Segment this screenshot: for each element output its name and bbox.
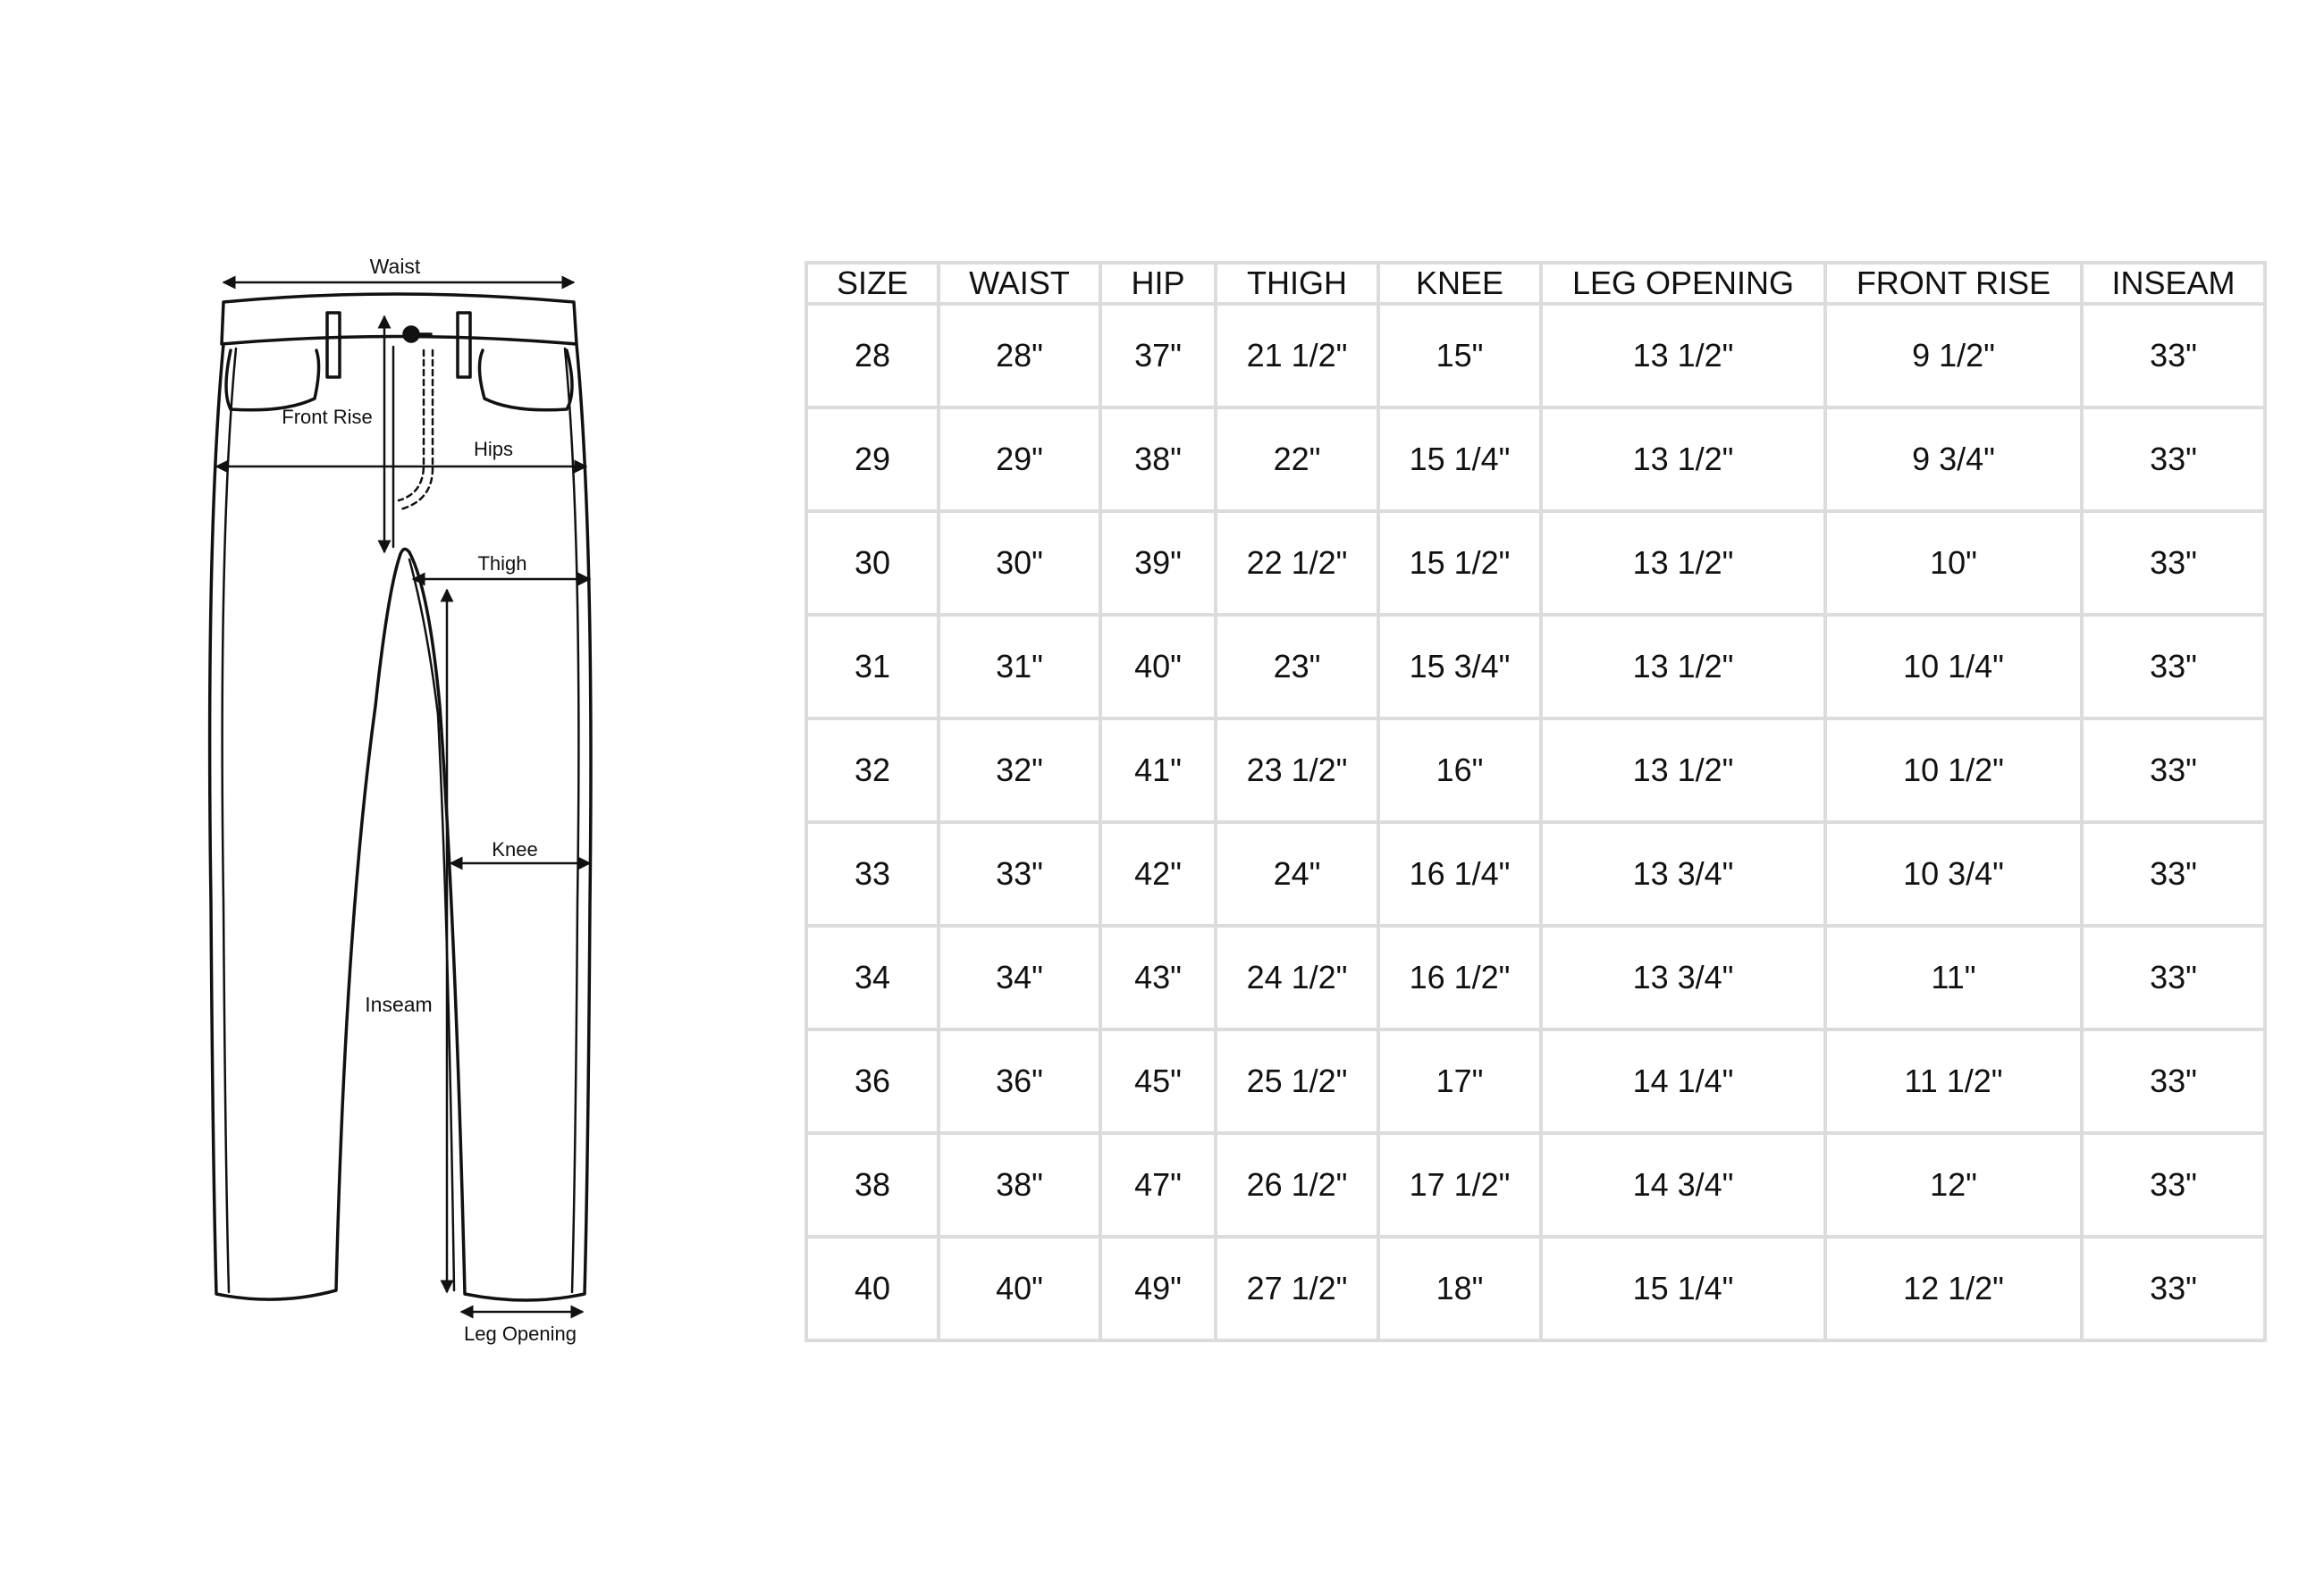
table-cell: 9 3/4" xyxy=(1825,407,2082,511)
label-inseam: Inseam xyxy=(365,993,433,1016)
table-cell: 17 1/2" xyxy=(1378,1133,1541,1237)
table-cell: 33" xyxy=(2082,1133,2265,1237)
table-cell: 9 1/2" xyxy=(1825,304,2082,407)
table-cell: 27 1/2" xyxy=(1216,1237,1378,1340)
table-cell: 13 1/2" xyxy=(1541,304,1825,407)
header-thigh: THIGH xyxy=(1216,263,1378,304)
table-row xyxy=(806,1029,2265,1133)
size-chart-table xyxy=(804,261,2267,1342)
table-cell: 22" xyxy=(1216,407,1378,511)
table-cell: 33" xyxy=(2082,1029,2265,1133)
table-cell: 33" xyxy=(2082,1237,2265,1340)
table-cell: 14 3/4" xyxy=(1541,1133,1825,1237)
table-cell: 43" xyxy=(1100,926,1216,1029)
table-cell: 10 1/2" xyxy=(1825,718,2082,822)
table-cell: 13 1/2" xyxy=(1541,511,1825,615)
header-front-rise: FRONT RISE xyxy=(1825,263,2082,304)
table-cell: 33" xyxy=(2082,822,2265,926)
table-cell: 28" xyxy=(939,304,1100,407)
table-cell: 42" xyxy=(1100,822,1216,926)
table-row xyxy=(806,304,2265,407)
header-hip: HIP xyxy=(1100,263,1216,304)
table-cell: 28 xyxy=(806,304,939,407)
table-cell: 13 1/2" xyxy=(1541,718,1825,822)
header-size: SIZE xyxy=(806,263,939,304)
table-cell: 38" xyxy=(939,1133,1100,1237)
table-cell: 23 1/2" xyxy=(1216,718,1378,822)
table-cell: 26 1/2" xyxy=(1216,1133,1378,1237)
table-cell: 10 3/4" xyxy=(1825,822,2082,926)
pants-measurement-diagram xyxy=(0,0,787,1596)
table-cell: 21 1/2" xyxy=(1216,304,1378,407)
table-cell: 33 xyxy=(806,822,939,926)
table-cell: 34 xyxy=(806,926,939,1029)
table-cell: 11" xyxy=(1825,926,2082,1029)
label-waist: Waist xyxy=(369,255,421,278)
table-row xyxy=(806,511,2265,615)
table-cell: 23" xyxy=(1216,615,1378,718)
table-header-row xyxy=(806,263,2265,304)
table-cell: 13 3/4" xyxy=(1541,822,1825,926)
label-leg-opening: Leg Opening xyxy=(464,1323,577,1345)
table-cell: 15 1/4" xyxy=(1378,407,1541,511)
table-row xyxy=(806,1237,2265,1340)
table-cell: 39" xyxy=(1100,511,1216,615)
table-cell: 12 1/2" xyxy=(1825,1237,2082,1340)
table-cell: 16 1/4" xyxy=(1378,822,1541,926)
table-cell: 37" xyxy=(1100,304,1216,407)
table-cell: 29 xyxy=(806,407,939,511)
table-cell: 15" xyxy=(1378,304,1541,407)
table-cell: 32" xyxy=(939,718,1100,822)
table-row xyxy=(806,926,2265,1029)
table-cell: 41" xyxy=(1100,718,1216,822)
table-cell: 47" xyxy=(1100,1133,1216,1237)
label-hips: Hips xyxy=(473,438,514,460)
table-cell: 31 xyxy=(806,615,939,718)
header-waist: WAIST xyxy=(939,263,1100,304)
table-cell: 16" xyxy=(1378,718,1541,822)
table-cell: 38" xyxy=(1100,407,1216,511)
header-knee: KNEE xyxy=(1378,263,1541,304)
table-cell: 45" xyxy=(1100,1029,1216,1133)
table-cell: 40" xyxy=(939,1237,1100,1340)
table-cell: 12" xyxy=(1825,1133,2082,1237)
table-cell: 49" xyxy=(1100,1237,1216,1340)
table-cell: 30 xyxy=(806,511,939,615)
table-cell: 11 1/2" xyxy=(1825,1029,2082,1133)
label-front-rise: Front Rise xyxy=(282,406,373,428)
table-cell: 29" xyxy=(939,407,1100,511)
table-cell: 36 xyxy=(806,1029,939,1133)
table-cell: 40" xyxy=(1100,615,1216,718)
table-cell: 36" xyxy=(939,1029,1100,1133)
table-cell: 34" xyxy=(939,926,1100,1029)
table-cell: 22 1/2" xyxy=(1216,511,1378,615)
table-cell: 15 3/4" xyxy=(1378,615,1541,718)
table-row xyxy=(806,718,2265,822)
table-cell: 10" xyxy=(1825,511,2082,615)
label-knee: Knee xyxy=(492,838,538,861)
pants-outline-icon xyxy=(210,294,591,1300)
table-cell: 33" xyxy=(2082,511,2265,615)
table-cell: 15 1/2" xyxy=(1378,511,1541,615)
table-cell: 13 1/2" xyxy=(1541,407,1825,511)
header-inseam: INSEAM xyxy=(2082,263,2265,304)
table-cell: 17" xyxy=(1378,1029,1541,1133)
table-cell: 16 1/2" xyxy=(1378,926,1541,1029)
table-cell: 18" xyxy=(1378,1237,1541,1340)
table-cell: 24 1/2" xyxy=(1216,926,1378,1029)
table-row xyxy=(806,1133,2265,1237)
table-cell: 40 xyxy=(806,1237,939,1340)
table-cell: 33" xyxy=(2082,718,2265,822)
table-cell: 33" xyxy=(2082,407,2265,511)
table-row xyxy=(806,615,2265,718)
table-cell: 14 1/4" xyxy=(1541,1029,1825,1133)
table-cell: 30" xyxy=(939,511,1100,615)
table-cell: 33" xyxy=(2082,615,2265,718)
table-cell: 33" xyxy=(2082,926,2265,1029)
table-cell: 15 1/4" xyxy=(1541,1237,1825,1340)
table-cell: 38 xyxy=(806,1133,939,1237)
table-cell: 13 3/4" xyxy=(1541,926,1825,1029)
measurement-arrow-icon xyxy=(216,282,590,1312)
table-cell: 10 1/4" xyxy=(1825,615,2082,718)
table-cell: 13 1/2" xyxy=(1541,615,1825,718)
header-leg-opening: LEG OPENING xyxy=(1541,263,1825,304)
table-cell: 33" xyxy=(2082,304,2265,407)
table-row xyxy=(806,822,2265,926)
table-row xyxy=(806,407,2265,511)
table-cell: 25 1/2" xyxy=(1216,1029,1378,1133)
table-cell: 24" xyxy=(1216,822,1378,926)
label-thigh: Thigh xyxy=(477,552,527,575)
table-cell: 32 xyxy=(806,718,939,822)
table-cell: 33" xyxy=(939,822,1100,926)
table-cell: 31" xyxy=(939,615,1100,718)
